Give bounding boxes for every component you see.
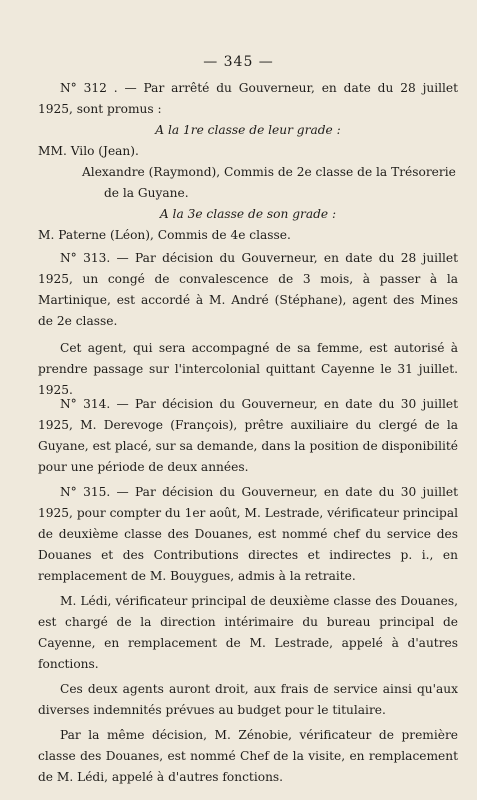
page-number: — 345 —	[203, 54, 274, 70]
entry-315	[38, 482, 458, 788]
entry-312-line-1: MM. Vilo (Jean).	[38, 144, 139, 158]
entry-314	[38, 394, 458, 478]
entry-312-line-2: Alexandre (Raymond), Commis de 2e classe de la Trésorerie de la Guyane.	[82, 165, 456, 200]
entry-315-para-2: M. Lédi, vérificateur principal de deuxième classe des Douanes, est chargé de la direction intérimaire du bureau principal de Cayenne, en remplacement de M. Lestrade, appelé à d'autres fonctions.	[38, 594, 458, 671]
entry-312-heading-2: A la 3e classe de son grade :	[159, 207, 337, 221]
entry-314-para-1: N° 314. — Par décision du Gouverneur, en date du 30 juillet 1925, M. Derevoge (François), prêtre auxiliaire du clergé de la Guyane, est placé, sur sa demande, dans la position de disponibilité pour une période de deux années.	[38, 397, 458, 474]
entry-315-para-3: Ces deux agents auront droit, aux frais de service ainsi qu'aux diverses indemnités prévues au budget pour le titulaire.	[38, 682, 458, 717]
entry-312	[38, 78, 458, 246]
entry-313-para-2: Cet agent, qui sera accompagné de sa femme, est autorisé à prendre passage sur l'intercolonial quittant Cayenne le 31 juillet. 1925.	[38, 341, 458, 397]
entry-312-line-3: M. Paterne (Léon), Commis de 4e classe.	[38, 228, 291, 242]
entry-313-para-1: N° 313. — Par décision du Gouverneur, en date du 28 juillet 1925, un congé de convalescence de 3 mois, à passer à la Martinique, est accordé à M. André (Stéphane), agent des Mines de 2e classe.	[38, 251, 458, 328]
entry-312-intro: N° 312 . — Par arrêté du Gouverneur, en date du 28 juillet 1925, sont promus :	[38, 81, 458, 116]
entry-313	[38, 248, 458, 401]
entry-312-heading-1: A la 1re classe de leur grade :	[155, 123, 341, 137]
entry-315-para-1: N° 315. — Par décision du Gouverneur, en date du 30 juillet 1925, pour compter du 1er août, M. Lestrade, vérificateur principal de deuxième classe des Douanes, est nommé chef du service des Douanes et des Contributions directes et indirectes p. i., en remplacement de M. Bouygues, admis à la retraite.	[38, 485, 458, 583]
entry-315-para-4: Par la même décision, M. Zénobie, vérificateur de première classe des Douanes, est nommé Chef de la visite, en remplacement de M. Lédi, appelé à d'autres fonctions.	[38, 728, 458, 784]
